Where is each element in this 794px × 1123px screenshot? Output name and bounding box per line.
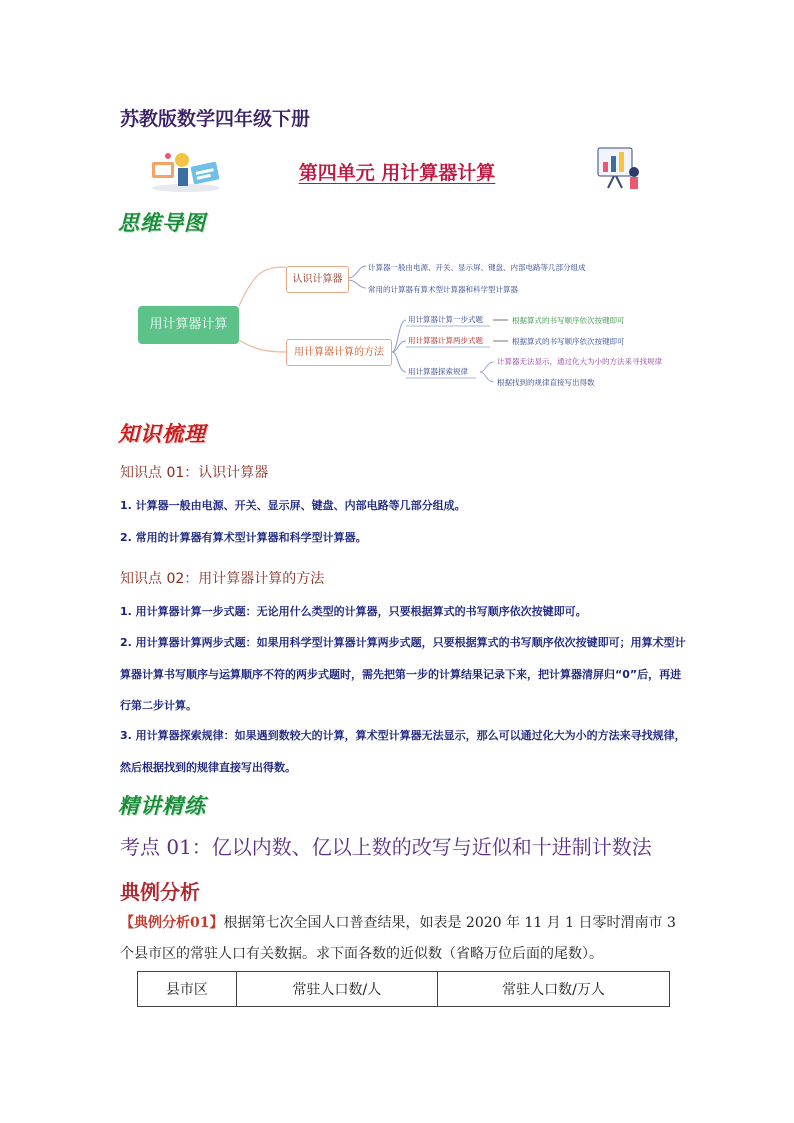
mind-map-branch-recognize: 认识计算器 <box>286 266 349 293</box>
knowledge-item: 1. 计算器一般由电源、开关、显示屏、键盘、内部电路等几部分组成。 <box>120 499 466 512</box>
unit-title: 第四单元 用计算器计算 <box>298 162 496 184</box>
mind-map-leaf: 计算器一般由电源、开关、显示屏、键盘、内部电路等几部分组成 <box>368 263 586 272</box>
mind-map-sub: 用计算器计算一步式题 <box>408 315 483 324</box>
mind-map-sub: 用计算器探索规律 <box>408 367 468 376</box>
mind-map-note: 根据算式的书写顺序依次按键即可 <box>512 337 625 346</box>
population-table <box>137 971 670 1007</box>
mind-map-note: 根据找到的规律直接写出得数 <box>497 378 595 387</box>
mind-map-connectors <box>0 0 794 420</box>
table-header-cell: 常驻人口数/万人 <box>438 972 670 1007</box>
section-knowledge: 知识梳理 <box>118 421 206 446</box>
table-header-cell: 县市区 <box>138 972 237 1007</box>
knowledge-item: 2. 常用的计算器有算术型计算器和科学型计算器。 <box>120 531 367 544</box>
knowledge-item: 1. 用计算器计算一步式题：无论用什么类型的计算器，只要根据算式的书写顺序依次按键即可。 <box>120 605 587 618</box>
section-lecture: 精讲精练 <box>118 793 206 818</box>
table-header-cell: 常驻人口数/人 <box>236 972 437 1007</box>
series-title: 苏教版数学四年级下册 <box>120 108 311 130</box>
mind-map-root: 用计算器计算 <box>138 306 239 344</box>
knowledge-item: 2. 用计算器计算两步式题：如果用科学型计算器计算两步式题，只要根据算式的书写顺序依次按键即可；用算术型计算器计算书写顺序与运算顺序不符的两步式题时，需先把第一步的计算结果记录下来，把计算器清屏归“0”后，再进行第二步计算。 <box>120 636 686 712</box>
kaodian-heading: 考点 01：亿以内数、亿以上数的改写与近似和十进制计数法 <box>120 835 652 859</box>
mind-map-leaf: 常用的计算器有算术型计算器和科学型计算器 <box>368 285 518 294</box>
knowledge-point-title: 知识点 02：用计算器计算的方法 <box>120 571 325 587</box>
mind-map-note: 计算器无法显示，通过化大为小的方法来寻找规律 <box>497 357 662 366</box>
example-tag: 【典例分析01】 <box>120 915 224 931</box>
mind-map-sub: 用计算器计算两步式题 <box>408 336 483 345</box>
knowledge-item: 3. 用计算器探索规律：如果遇到数较大的计算，算术型计算器无法显示，那么可以通过化大为小的方法来寻找规律，然后根据找到的规律直接写出得数。 <box>120 729 686 774</box>
section-mind-map: 思维导图 <box>118 210 206 235</box>
section-example: 典例分析 <box>120 880 200 904</box>
table-header-row <box>138 972 670 1007</box>
mind-map-note: 根据算式的书写顺序依次按键即可 <box>512 316 625 325</box>
knowledge-point-title: 知识点 01：认识计算器 <box>120 465 269 481</box>
example-paragraph <box>120 908 680 970</box>
example-body: 根据第七次全国人口普查结果，如表是 2020 年 11 月 1 日零时渭南市 3 个县市区的常驻人口有关数据。求下面各数的近似数（省略万位后面的尾数）。 <box>120 915 676 962</box>
mind-map-branch-method: 用计算器计算的方法 <box>286 339 392 366</box>
